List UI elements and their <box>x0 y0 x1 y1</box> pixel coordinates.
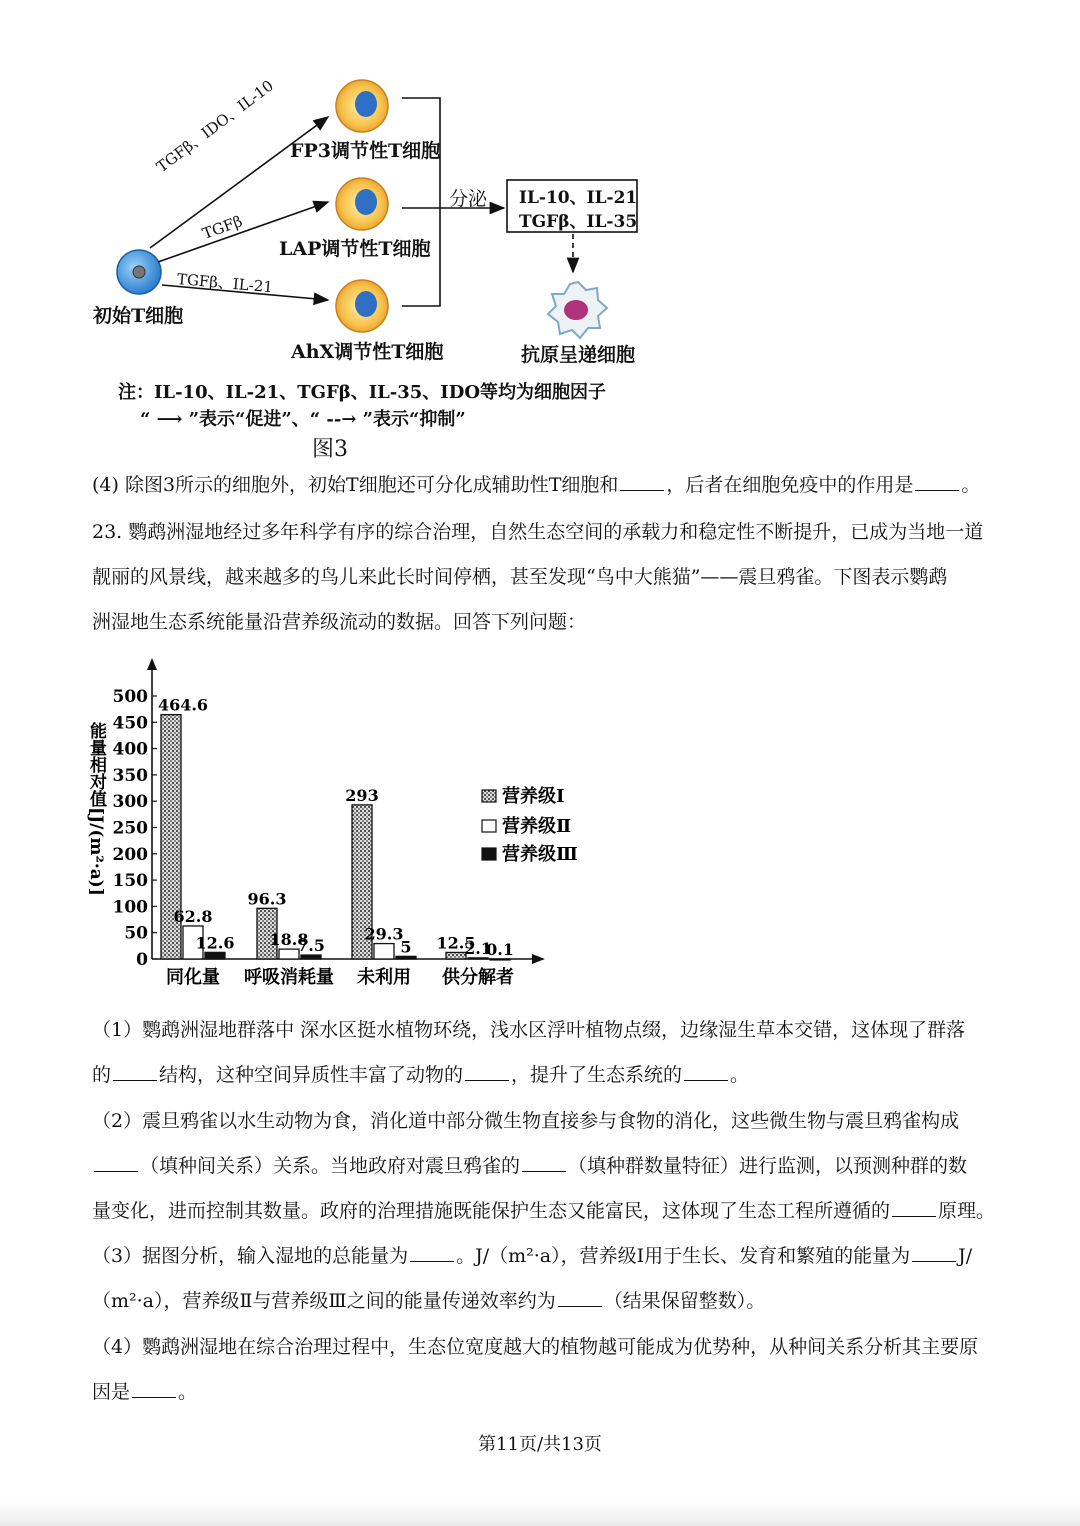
legend-label: 营养级Ⅱ <box>502 816 572 837</box>
sub3-line1: （3）据图分析，输入湿地的总能量为 。J/（m²·a），营养级Ⅰ用于生长、发育和繁殖的能量为 J/ <box>92 1245 973 1267</box>
bar-2-1 <box>301 955 321 959</box>
legend-label: 营养级Ⅲ <box>502 844 578 865</box>
sub2-line1: （2）震旦鸦雀以水生动物为食，消化道中部分微生物直接参与食物的消化，这些微生物与震旦鸦雀构成 <box>92 1110 960 1132</box>
apc-cell-icon <box>548 282 607 338</box>
legend-swatch <box>482 848 496 860</box>
secrete-label: 分泌 <box>449 188 488 210</box>
answer-blank[interactable] <box>113 1064 157 1081</box>
ahx-cell-icon <box>336 280 388 332</box>
cytokine-box-line1: IL-10、IL-21 <box>519 188 638 208</box>
legend-label: 营养级Ⅰ <box>502 786 565 807</box>
cytokine-box-line2: TGFβ、IL-35 <box>519 212 638 232</box>
category-label: 未利用 <box>357 967 411 988</box>
y-tick-label: 400 <box>112 739 148 760</box>
answer-blank[interactable] <box>94 1155 138 1172</box>
figure3-note-line1: 注：IL-10、IL-21、TGFβ、IL-35、IDO等均为细胞因子 <box>118 382 606 403</box>
y-tick-label: 450 <box>112 713 148 734</box>
naive-t-cell-label: 初始T细胞 <box>93 305 184 327</box>
lap-cell-icon <box>336 178 388 230</box>
bar-value-label: 2.1 <box>464 938 492 958</box>
bar-value-label: 12.5 <box>436 933 476 953</box>
bar-1-3 <box>468 958 488 959</box>
y-tick-label: 250 <box>112 818 148 839</box>
bar-2-0 <box>205 952 225 959</box>
q23-line3: 洲湿地生态系统能量沿营养级流动的数据。回答下列问题： <box>92 611 587 633</box>
fp3-cell-icon <box>336 80 388 132</box>
answer-blank[interactable] <box>684 1064 728 1081</box>
sub2-line3: 量变化，进而控制其数量。政府的治理措施既能保护生态又能富民，这体现了生态工程所遵循的 原理。 <box>92 1200 996 1222</box>
sub1-line2: 的 结构，这种空间异质性丰富了动物的 ，提升了生态系统的 。 <box>92 1064 750 1086</box>
bar-value-label: 18.8 <box>269 930 309 950</box>
bar-value-label: 62.8 <box>173 906 213 926</box>
bar-value-label: 7.5 <box>297 936 325 956</box>
answer-blank[interactable] <box>892 1200 936 1217</box>
y-tick-label: 350 <box>112 765 148 786</box>
answer-blank[interactable] <box>558 1290 602 1307</box>
figure3-note-line2: “ ⟶ ”表示“促进”、“ --→ ”表示“抑制” <box>140 409 466 430</box>
answer-blank[interactable] <box>620 474 664 491</box>
bar-value-label: 464.6 <box>157 695 209 715</box>
answer-blank[interactable] <box>465 1064 509 1081</box>
y-tick-label: 100 <box>112 897 148 918</box>
y-tick-label: 300 <box>112 792 148 813</box>
category-label: 供分解者 <box>442 967 514 988</box>
y-axis-label: 能量相对值[J/(m²·a)] <box>86 722 106 896</box>
sub2-line2: （填种间关系）关系。当地政府对震旦鸦雀的 （填种群数量特征）进行监测，以预测种群的数 <box>92 1155 1022 1178</box>
y-tick-label: 50 <box>124 923 148 944</box>
bar-1-1 <box>279 949 299 959</box>
edge-label-fp3: TGFβ、IDO、IL-10 <box>153 76 277 176</box>
bar-value-label: 5 <box>400 937 412 957</box>
bar-value-label: 29.3 <box>364 924 404 944</box>
y-axis-arrow <box>147 658 157 670</box>
x-axis-arrow <box>532 954 545 964</box>
category-label: 同化量 <box>166 967 220 988</box>
q23-line2: 靓丽的风景线，越来越多的鸟儿来此长时间停栖，甚至发现“鸟中大熊猫”——震旦鸦雀。下图表示鹦鹉 <box>92 566 948 588</box>
page-footer: 第11页/共13页 <box>478 1434 602 1455</box>
bar-0-3 <box>446 952 466 959</box>
bar-value-label: 96.3 <box>247 889 287 909</box>
naive-t-cell-icon <box>117 250 161 294</box>
y-tick-label: 500 <box>112 687 148 707</box>
figure3-title: 图3 <box>312 437 348 462</box>
answer-blank[interactable] <box>410 1245 454 1262</box>
lap-cell-label: LAP调节性T细胞 <box>279 238 431 260</box>
sub1-line1: （1）鹦鹉洲湿地群落中 深水区挺水植物环绕，浅水区浮叶植物点缀，边缘湿生草本交错，这体现了群落 <box>92 1019 966 1041</box>
energy-bar-chart <box>0 650 1080 1000</box>
legend-swatch <box>482 790 496 802</box>
bar-2-3 <box>490 959 510 960</box>
answer-blank[interactable] <box>132 1381 176 1398</box>
answer-blank[interactable] <box>522 1155 566 1172</box>
bar-2-2 <box>396 956 416 959</box>
scan-bottom-shade <box>0 1502 1080 1526</box>
bar-value-label: 0.1 <box>486 939 514 959</box>
q23-line1: 23. 鹦鹉洲湿地经过多年科学有序的综合治理，自然生态空间的承载力和稳定性不断提升，已成为当地一道 <box>92 521 984 543</box>
y-tick-label: 200 <box>112 844 148 865</box>
category-label: 呼吸消耗量 <box>244 967 334 988</box>
ahx-cell-label: AhX调节性T细胞 <box>291 341 444 363</box>
edge-label-lap: TGFβ <box>200 211 245 243</box>
legend-swatch <box>482 820 496 832</box>
sub4-line1: （4）鹦鹉洲湿地在综合治理过程中，生态位宽度越大的植物越可能成为优势种，从种间关系分析其主要原 <box>92 1336 979 1358</box>
bar-value-label: 293 <box>345 785 379 805</box>
y-tick-label: 0 <box>136 950 148 970</box>
secretion-bracket <box>402 98 440 306</box>
sub4-line2: 因是 。 <box>92 1381 198 1403</box>
answer-blank[interactable] <box>912 1245 956 1262</box>
sub3-line2: （m²·a），营养级Ⅱ与营养级Ⅲ之间的能量传递效率约为 （结果保留整数）。 <box>92 1290 766 1312</box>
answer-blank[interactable] <box>915 474 959 491</box>
apc-cell-label: 抗原呈递细胞 <box>521 344 636 366</box>
q22-4-text: (4) 除图3所示的细胞外，初始T细胞还可分化成辅助性T细胞和 ，后者在细胞免疫中的作用是 。 <box>92 474 981 496</box>
y-tick-label: 150 <box>112 871 148 892</box>
bar-1-2 <box>374 944 394 959</box>
fp3-cell-label: FP3调节性T细胞 <box>290 140 441 162</box>
edge-label-ahx: TGFβ、IL-21 <box>176 269 274 297</box>
bar-value-label: 12.6 <box>195 933 235 953</box>
